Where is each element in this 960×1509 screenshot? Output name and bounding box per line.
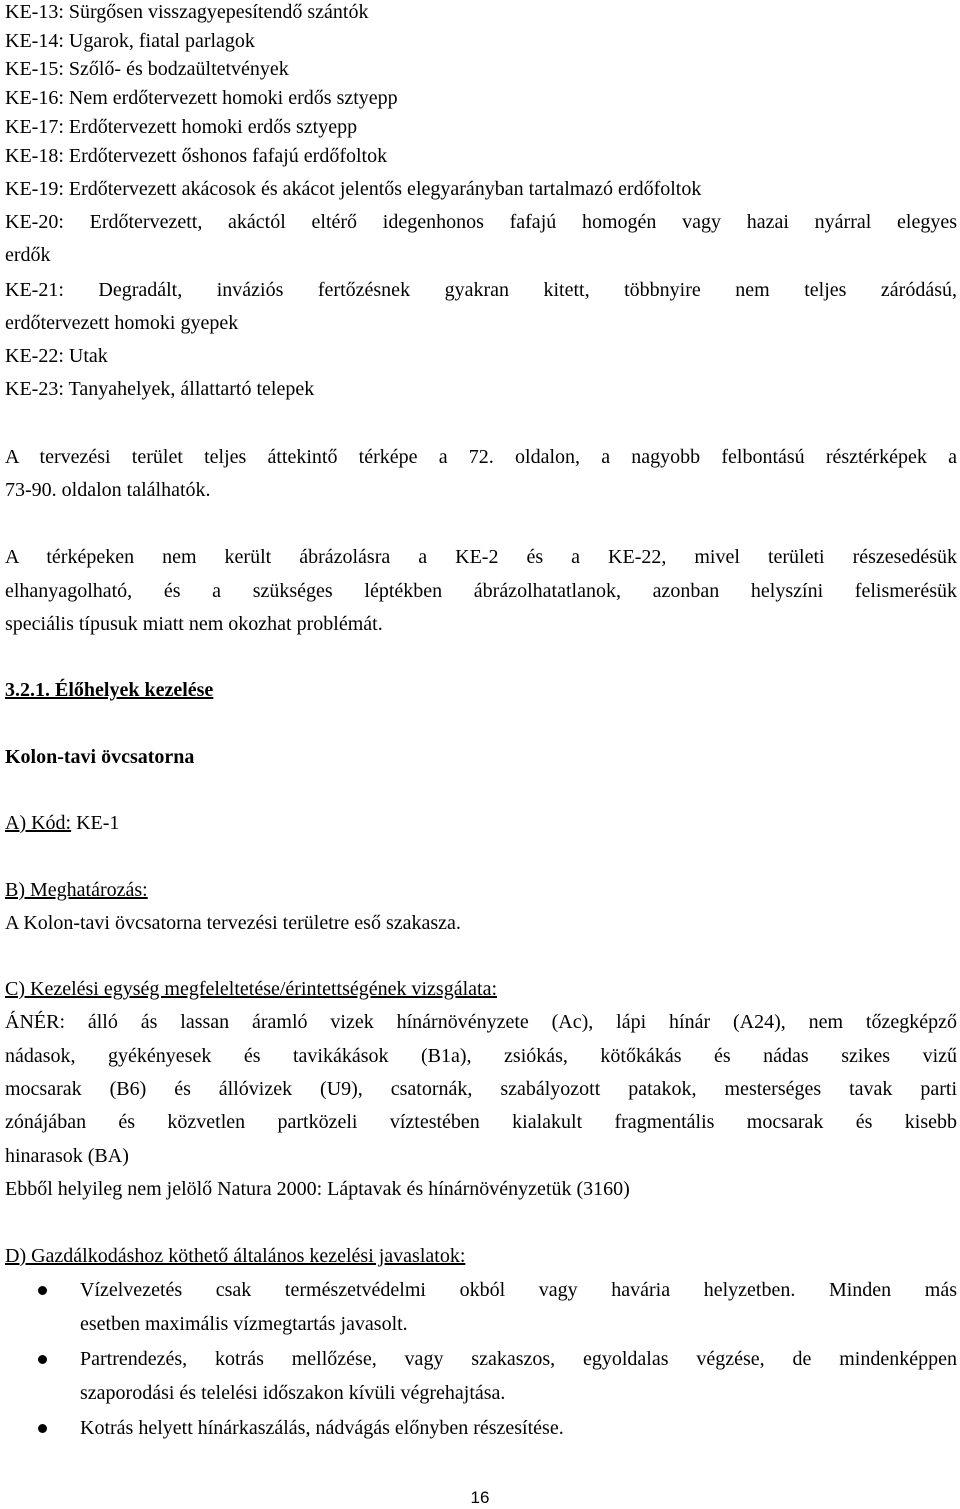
ke-item: KE-22: Utak xyxy=(5,345,108,367)
ke-item: KE-15: Szőlő- és bodzaültetvények xyxy=(5,58,289,80)
ke-item: KE-14: Ugarok, fiatal parlagok xyxy=(5,30,255,52)
ke-item: KE-17: Erdőtervezett homoki erdős sztyepp xyxy=(5,116,358,138)
ke-item: KE-18: Erdőtervezett őshonos fafajú erdőfoltok xyxy=(5,145,388,167)
correspondence-line: ÁNÉR: álló ás lassan áramló vizek hínárnövényzete (Ac), lápi hínár (A24), nem tőzegképző xyxy=(5,1011,957,1033)
ke-item: KE-16: Nem erdőtervezett homoki erdős sztyepp xyxy=(5,87,398,109)
correspondence-line: nádasok, gyékényesek és tavikákások (B1a), zsiókás, kötőkákás és nádas szikes vizű xyxy=(5,1045,957,1067)
recommendation-line: Vízelvezetés csak természetvédelmi okból vagy havária helyzetben. Minden más xyxy=(80,1279,957,1301)
recommendations-label: D) Gazdálkodáshoz köthető általános kezelési javaslatok: xyxy=(5,1245,466,1267)
habitat-subheading: Kolon-tavi övcsatorna xyxy=(5,746,195,768)
ke-item: KE-20: Erdőtervezett, akáctól eltérő idegenhonos fafajú homogén vagy hazai nyárral elegyes xyxy=(5,211,957,233)
recommendations-label-line xyxy=(5,1244,957,1268)
definition-text: A Kolon-tavi övcsatorna tervezési területre eső szakasza. xyxy=(5,912,461,934)
overview-map-paragraph-line: A tervezési terület teljes áttekintő térképe a 72. oldalon, a nagyobb felbontású résztérképek a xyxy=(5,446,957,468)
correspondence-label-line xyxy=(5,977,957,1001)
ke-item: KE-19: Erdőtervezett akácosok és akácot jelentős elegyarányban tartalmazó erdőfoltok xyxy=(5,178,702,200)
recommendation-line: esetben maximális vízmegtartás javasolt. xyxy=(80,1313,408,1335)
recommendation-line: szaporodási és telelési időszakon kívüli végrehajtása. xyxy=(80,1382,506,1404)
correspondence-line: zónájában és közvetlen partközeli víztestében kialakult fragmentális mocsarak és kisebb xyxy=(5,1111,957,1133)
section-heading: 3.2.1. Élőhelyek kezelése xyxy=(5,679,214,701)
overview-map-paragraph-line: 73-90. oldalon találhatók. xyxy=(5,479,211,501)
recommendation-line: Kotrás helyett hínárkaszálás, nádvágás előnyben részesítése. xyxy=(80,1417,564,1439)
map-note-paragraph-line: speciális típusuk miatt nem okozhat problémát. xyxy=(5,613,383,635)
ke-item: KE-23: Tanyahelyek, állattartó telepek xyxy=(5,378,315,400)
map-note-paragraph-line: A térképeken nem került ábrázolásra a KE-2 és a KE-22, mivel területi részesedésük xyxy=(5,546,957,568)
code-value: KE-1 xyxy=(71,812,120,834)
code-label: A) Kód: xyxy=(5,812,72,834)
recommendation-line: Partrendezés, kotrás mellőzése, vagy szakaszos, egyoldalas végzése, de mindenképpen xyxy=(80,1348,957,1370)
ke-item-continuation: erdők xyxy=(5,244,51,266)
bullet-icon xyxy=(38,1355,47,1364)
correspondence-line: hinarasok (BA) xyxy=(5,1145,129,1167)
ke-item-continuation: erdőtervezett homoki gyepek xyxy=(5,312,239,334)
ke-item: KE-13: Sürgősen visszagyepesítendő szántók xyxy=(5,1,369,23)
bullet-icon xyxy=(38,1286,47,1295)
definition-label-line xyxy=(5,878,957,902)
map-note-paragraph-line: elhanyagolható, és a szükséges léptékben ábrázolhatatlanok, azonban helyszíni felismerésük xyxy=(5,580,957,602)
correspondence-line: mocsarak (B6) és állóvizek (U9), csatornák, szabályozott patakok, mesterséges tavak parti xyxy=(5,1078,957,1100)
correspondence-label: C) Kezelési egység megfeleltetése/érintettségének vizsgálata: xyxy=(5,978,498,1000)
page-number: 16 xyxy=(470,1488,490,1507)
ke-item: KE-21: Degradált, inváziós fertőzésnek gyakran kitett, többnyire nem teljes záródású, xyxy=(5,279,957,301)
natura-line: Ebből helyileg nem jelölő Natura 2000: Láptavak és hínárnövényzetük (3160) xyxy=(5,1178,630,1200)
definition-label: B) Meghatározás: xyxy=(5,879,148,901)
bullet-icon xyxy=(38,1424,47,1433)
code-line xyxy=(5,811,957,835)
